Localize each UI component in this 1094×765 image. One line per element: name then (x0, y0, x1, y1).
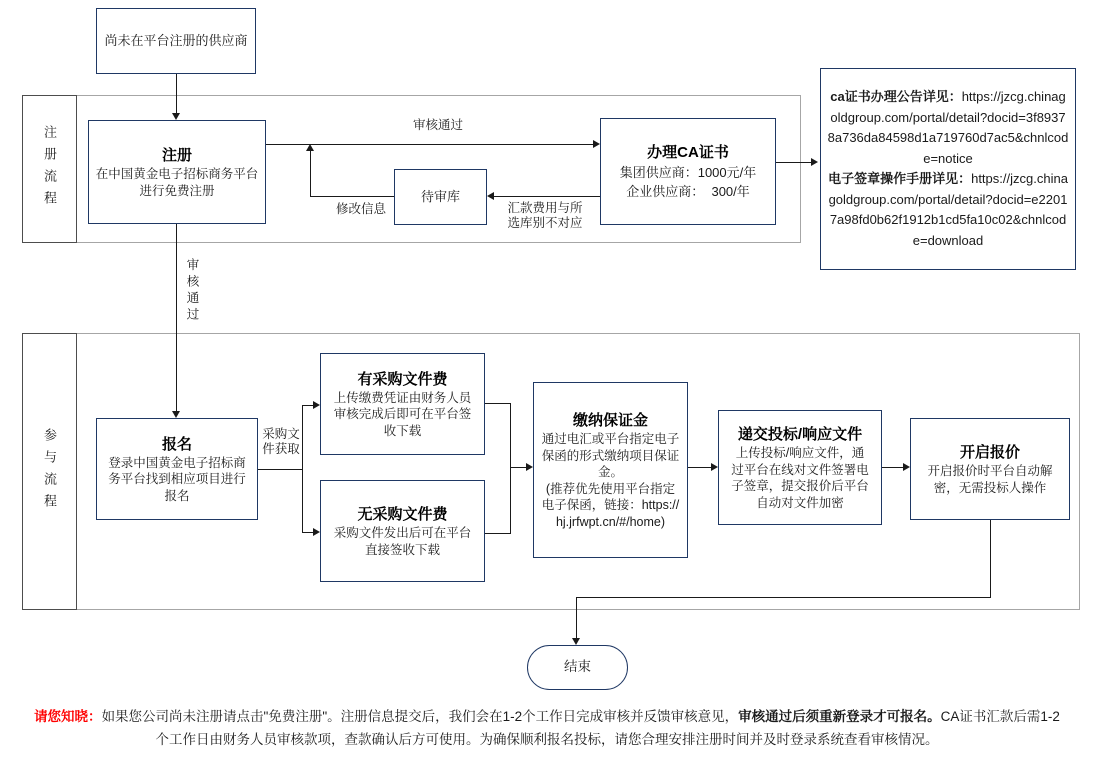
arrowhead-register-signup (172, 411, 180, 418)
notice-part2: CA证书汇款后需1-2个工作日由财务人员审核款项，查款确认后方可使用。为确保顺利报名投标，请您合理安排注册时间并及时登录系统查看审核情况。 (155, 709, 1060, 747)
node-deposit (533, 382, 688, 558)
info-ca-notice-label: ca证书办理公告详见： (830, 89, 962, 104)
node-end-label: 结束 (564, 659, 591, 675)
node-fee-no-title: 无采购文件费 (357, 506, 448, 523)
node-submit-bid (718, 410, 882, 525)
node-open-bid-title: 开启报价 (959, 444, 1020, 461)
notice-text (30, 705, 1064, 751)
connector-feeyes-join (485, 403, 510, 404)
connector-ca-info (776, 162, 812, 163)
node-signup (96, 418, 258, 520)
notice-bold: 审核通过后须重新登录才可报名。 (738, 709, 941, 724)
node-submit-bid-title: 递交投标/响应文件 (737, 426, 863, 443)
edge-label-modify-info: 修改信息 (335, 202, 386, 216)
connector-pending-left (310, 196, 394, 197)
connector-register-ca (266, 144, 593, 145)
arrowhead-ca-pending (487, 192, 494, 200)
edge-label-approved-vertical: 审核通过 (185, 258, 199, 324)
lane-registration-label: 注册流程 (42, 125, 57, 213)
node-signup-title: 报名 (161, 435, 192, 453)
node-ca-certificate-price-group: 集团供应商：1000元/年 (619, 165, 757, 180)
node-ca-certificate-price-enterprise: 企业供应商： 300/年 (626, 184, 750, 199)
connector-feeno-join (485, 533, 510, 534)
edge-label-payment-mismatch: 汇款费用与所选库别不对应 (507, 201, 583, 230)
node-signup-body: 登录中国黄金电子招标商务平台找到相应项目进行报名 (108, 455, 246, 503)
lane-participation-label: 参与流程 (42, 427, 57, 516)
lane-registration-label-strip (22, 95, 77, 243)
connector-pending-up (310, 151, 311, 197)
notice-part1: 如果您公司尚未注册请点击"免费注册"。注册信息提交后，我们会在1-2个工作日完成审核并反馈审核意见， (101, 709, 739, 724)
node-pending-review (394, 169, 487, 225)
connector-signup-branch (258, 469, 302, 470)
node-deposit-title: 缴纳保证金 (572, 412, 648, 429)
arrowhead-ca-info (811, 158, 818, 166)
arrowhead-pending-up (306, 144, 314, 151)
connector-ca-pending (494, 196, 600, 197)
connector-end-down (576, 597, 577, 639)
arrowhead-end (572, 638, 580, 645)
node-ca-certificate-title: 办理CA证书 (647, 144, 729, 161)
node-fee-no-body: 采购文件发出后可在平台直接签收下载 (333, 526, 472, 557)
connector-branch-vertical (302, 405, 303, 533)
node-ca-certificate (600, 118, 776, 225)
connector-join-vertical (510, 403, 511, 534)
info-ca-notice-url: https://jzcg.chinagoldgroup.com/portal/detail?docid=3f89378a736da84598d1a719760d7ac5&chnlcode=notice (827, 89, 1069, 166)
node-unregistered-supplier-label: 尚未在平台注册的供应商 (104, 32, 248, 48)
node-deposit-body1: 通过电汇或平台指定电子保函的形式缴纳项目保证金。 (541, 432, 680, 479)
arrowhead-join-deposit (526, 463, 533, 471)
connector-submit-open (882, 467, 903, 468)
node-register-title: 注册 (161, 147, 192, 164)
node-unregistered-supplier (96, 8, 256, 74)
node-register-body: 在中国黄金电子招标商务平台进行免费注册 (95, 167, 259, 198)
info-signature-manual-url: https://jzcg.chinagoldgroup.com/portal/detail?docid=e22017a98fd0b62f1912b1cd5fa10c02&chnlcode=download (828, 171, 1068, 248)
arrowhead-start-register (172, 113, 180, 120)
arrowhead-deposit-submit (711, 463, 718, 471)
node-end (527, 645, 628, 690)
node-register (88, 120, 266, 224)
connector-deposit-submit (688, 467, 711, 468)
connector-register-signup (176, 224, 177, 412)
arrowhead-submit-open (903, 463, 910, 471)
node-open-bid-body: 开启报价时平台自动解密，无需投标人操作 (927, 464, 1053, 495)
edge-label-doc-fetch: 采购文件获取 (262, 427, 300, 456)
node-info-links (820, 68, 1076, 270)
arrowhead-branch-feeyes (313, 401, 320, 409)
node-fee-yes-body: 上传缴费凭证由财务人员审核完成后即可在平台签收下载 (333, 390, 472, 438)
connector-open-left (576, 597, 991, 598)
notice-prefix: 请您知晓： (34, 709, 102, 724)
node-fee-yes-title: 有采购文件费 (357, 370, 448, 388)
info-signature-manual-label: 电子签章操作手册详见： (828, 171, 972, 186)
lane-participation-label-strip (22, 333, 77, 610)
node-fee-yes (320, 353, 485, 455)
arrowhead-register-ca (593, 140, 600, 148)
info-signature-manual (827, 169, 1069, 251)
connector-start-register (176, 74, 177, 114)
node-deposit-body2: (推荐优先使用平台指定电子保函，链接：https://hj.jrfwpt.cn/#/home) (541, 481, 680, 529)
edge-label-approved-horizontal: 审核通过 (412, 118, 463, 132)
node-pending-review-label: 待审库 (420, 188, 460, 204)
node-submit-bid-body: 上传投标/响应文件，通过平台在线对文件签署电子签章，提交报价后平台自动对文件加密 (731, 446, 869, 510)
arrowhead-branch-feeno (313, 528, 320, 536)
connector-open-down (990, 520, 991, 598)
node-open-bid (910, 418, 1070, 520)
node-fee-no (320, 480, 485, 582)
info-ca-notice (827, 87, 1069, 169)
connector-join-deposit (510, 467, 526, 468)
